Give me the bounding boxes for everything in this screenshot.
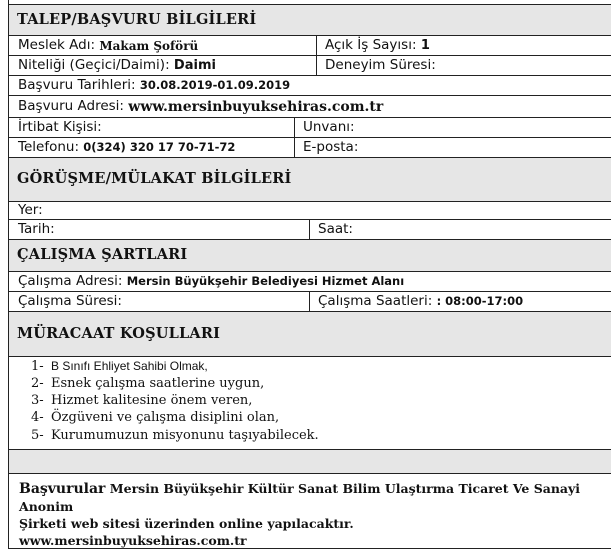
list-item-number: 5-: [31, 428, 44, 443]
section-header-calisma: [8, 239, 611, 271]
footer-link[interactable]: www.mersinbuyuksehiras.com.tr: [19, 533, 247, 548]
row-tarih-saat: [8, 219, 611, 239]
nitelik-value: Daimi: [173, 58, 216, 73]
row-calisma-sure: [8, 291, 611, 311]
eposta-cell: [294, 138, 611, 157]
acik-label: Açık İş Sayısı:: [325, 36, 417, 53]
list-item-text: B Sınıfı Ehliyet Sahibi Olmak,: [51, 359, 208, 373]
basvuru-tarih-value: 30.08.2019-01.09.2019: [139, 77, 291, 92]
list-item: [31, 359, 208, 374]
list-item-text: Esnek çalışma saatlerine uygun,: [51, 376, 265, 391]
basvuru-adres-label: Başvuru Adresi:: [18, 97, 124, 114]
section-header-gorusme: [8, 157, 611, 201]
gorusme-tarih-label: Tarih:: [18, 220, 55, 237]
acik-value: 1: [420, 38, 430, 53]
shaded-empty-row: [8, 449, 611, 473]
unvan-cell: [294, 118, 611, 137]
row-calisma-adresi: [8, 271, 611, 291]
telefon-label: Telefonu:: [18, 138, 79, 155]
nitelik-label: Niteliği (Geçici/Daimi):: [18, 56, 170, 73]
calisma-saat-value: : 08:00-17:00: [436, 293, 524, 308]
list-item-number: 3-: [31, 393, 44, 408]
list-item-number: 2-: [31, 376, 44, 391]
gorusme-saat-cell: [309, 220, 611, 239]
conditions-list: [8, 356, 611, 449]
irtibat-label: İrtibat Kişisi:: [18, 118, 102, 135]
list-item-text: Özgüveni ve çalışma disiplini olan,: [51, 410, 280, 425]
calisma-adres-value: Mersin Büyükşehir Belediyesi Hizmet Alanı: [126, 273, 405, 288]
list-item-text: Hizmet kalitesine önem veren,: [51, 393, 253, 408]
row-telefon: [8, 137, 611, 157]
section-title: MÜRACAAT KOŞULLARI: [17, 324, 221, 342]
list-item-number: 4-: [31, 410, 44, 425]
row-basvuru-adresi: [8, 95, 611, 117]
basvuru-adres-link[interactable]: www.mersinbuyuksehiras.com.tr: [128, 98, 384, 115]
deneyim-cell: [316, 56, 611, 75]
unvan-label: Unvanı:: [303, 118, 355, 135]
row-yer: [8, 201, 611, 219]
row-nitelik: [8, 55, 611, 75]
row-irtibat: [8, 117, 611, 137]
list-item: [31, 393, 252, 408]
footer-lead: Başvurular: [19, 481, 106, 497]
basvuru-tarih-label: Başvuru Tarihleri:: [18, 76, 136, 93]
list-item-text: Kurumumuzun misyonunu taşıyabilecek.: [51, 428, 319, 443]
calisma-saat-label: Çalışma Saatleri:: [318, 292, 433, 309]
meslek-label: Meslek Adı:: [18, 36, 96, 53]
meslek-cell: [9, 36, 316, 55]
calisma-adres-label: Çalışma Adresi:: [18, 272, 123, 289]
meslek-value: Makam Şoförü: [99, 38, 199, 53]
section-title: GÖRÜŞME/MÜLAKAT BİLGİLERİ: [17, 170, 292, 188]
row-meslek: [8, 35, 611, 55]
section-title: TALEP/BAŞVURU BİLGİLERİ: [17, 10, 257, 28]
nitelik-cell: [9, 56, 316, 75]
list-item-number: 1-: [31, 359, 44, 374]
list-item: [31, 428, 319, 443]
row-basvuru-tarihleri: [8, 75, 611, 95]
footer-note: [8, 473, 611, 549]
list-item: [31, 376, 264, 391]
section-title: ÇALIŞMA ŞARTLARI: [17, 246, 188, 264]
gorusme-tarih-cell: [9, 220, 309, 239]
deneyim-label: Deneyim Süresi:: [325, 56, 436, 73]
telefon-cell: [9, 138, 294, 157]
yer-label: Yer:: [18, 201, 43, 218]
irtibat-cell: [9, 118, 294, 137]
eposta-label: E-posta:: [303, 138, 359, 155]
telefon-value: 0(324) 320 17 70-71-72: [83, 139, 236, 154]
calisma-sure-label: Çalışma Süresi:: [18, 292, 122, 309]
acik-cell: [316, 36, 611, 55]
section-header-talep: [8, 4, 611, 35]
gorusme-saat-label: Saat:: [318, 220, 353, 237]
section-header-muracaat: [8, 311, 611, 356]
calisma-saat-cell: [309, 292, 611, 311]
calisma-sure-cell: [9, 292, 309, 311]
footer-line2: Şirketi web sitesi üzerinden online yapılacaktır.: [19, 516, 354, 531]
list-item: [31, 410, 279, 425]
footer-line1: Mersin Büyükşehir Kültür Sanat Bilim Ulaştırma Ticaret Ve Sanayi Anonim: [19, 481, 581, 514]
